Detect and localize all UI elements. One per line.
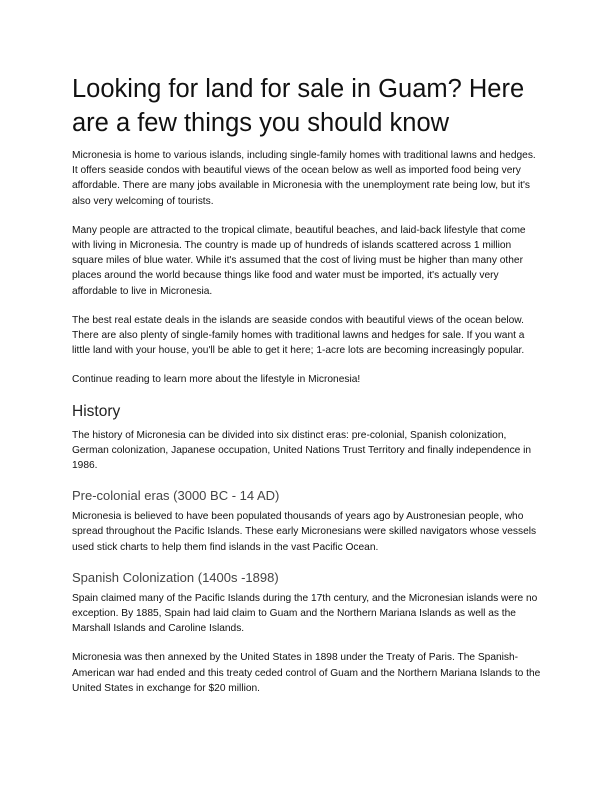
- history-heading: History: [72, 402, 121, 420]
- intro-paragraph-3: The best real estate deals in the islands are seaside condos with beautiful views of the ocean below. There are also plenty of single-family homes with traditional lawns and hedges for sale. If you want a little land with your house, you'll be able to get it here; 1-acre lots are becoming increasingly popular.: [72, 314, 525, 357]
- spanish-paragraph-2: Micronesia was then annexed by the United States in 1898 under the Treaty of Paris. The Spanish-American war had ended and this treaty ceded control of Guam and the Northern Mariana Islands to the United States in exchange for $20 million.: [72, 652, 541, 694]
- precolonial-paragraph: Micronesia is believed to have been populated thousands of years ago by Austronesian people, who spread throughout the Pacific Islands. These early Micronesians were skilled navigators whose vessels used stick charts to help them find islands in the vast Pacific Ocean.: [72, 511, 537, 553]
- intro-paragraph-4: Continue reading to learn more about the lifestyle in Micronesia!: [72, 374, 361, 386]
- intro-paragraph-1: Micronesia is home to various islands, including single-family homes with traditional lawns and hedges. It offers seaside condos with beautiful views of the ocean below as well as imported food being very affordable. There are many jobs available in Micronesia with the unemployment rate being low, but it's also very welcoming of tourists.: [72, 150, 536, 207]
- document-page: [72, 72, 542, 710]
- spanish-colonization-heading: Spanish Colonization (1400s -1898): [72, 569, 279, 585]
- page-title: Looking for land for sale in Guam? Here are a few things you should know: [72, 75, 525, 137]
- intro-paragraph-2: Many people are attracted to the tropical climate, beautiful beaches, and laid-back lifestyle that come with living in Micronesia. The country is made up of hundreds of islands scattered across 1 million square miles of blue water. While it's assumed that the cost of living must be higher than many other places around the world because things like food and water must be imported, it's actually very affordable to live in Micronesia.: [72, 224, 526, 297]
- spanish-paragraph-1: Spain claimed many of the Pacific Islands during the 17th century, and the Micronesian islands were no exception. By 1885, Spain had laid claim to Guam and the Northern Mariana Islands as well as the Marshall Islands and Caroline Islands.: [72, 592, 538, 635]
- history-paragraph: The history of Micronesia can be divided into six distinct eras: pre-colonial, Spanish colonization, German colonization, Japanese occupation, United Nations Trust Territory and finally independence in 1986.: [72, 429, 532, 472]
- precolonial-heading: Pre-colonial eras (3000 BC - 14 AD): [72, 488, 280, 504]
